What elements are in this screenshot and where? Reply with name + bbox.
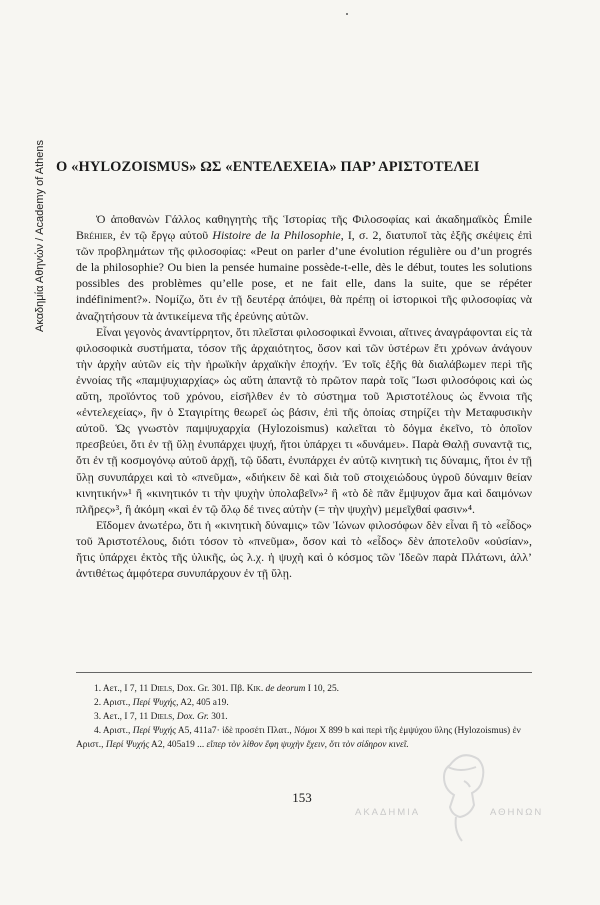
academy-watermark <box>330 745 580 845</box>
fn1-c: , Dox. Gr. 301. Πβ. <box>172 684 247 694</box>
work-title: Histoire de la Philosophie <box>212 228 341 243</box>
fn4-d: Νόμοι <box>294 726 318 736</box>
footnote-2 <box>76 696 532 710</box>
footnote-separator <box>76 672 532 673</box>
watermark-text-right: ΑΘΗΝΩΝ <box>490 807 544 818</box>
fn3-a: 3. Αετ., I 7, 11 <box>94 712 151 722</box>
fn3-d: Dox. Gr. <box>176 712 209 722</box>
fn3-c: , <box>172 712 177 722</box>
page-title: Ο «HYLOZOISMUS» ΩΣ «ΕΝΤΕΛΕΧΕΙΑ» ΠΑΡ’ ΑΡΙΣΤΟΤΕΛΕΙ <box>56 159 480 175</box>
author-name: Bréhier <box>76 228 113 243</box>
fn2-c: , Α2, 405 a19. <box>176 698 229 708</box>
fn4-b: Περί Ψυχής <box>132 726 177 736</box>
fn2-b: Περί Ψυχής <box>132 698 177 708</box>
fn4-h: εἴπερ τὸν λίθον ἔφη ψυχὴν ἔχειν, ὅτι τὸν σίδηρον κινεῖ. <box>206 740 409 750</box>
paragraph-1 <box>76 211 532 324</box>
fn1-e: de deorum <box>263 684 306 694</box>
p1-text-a: Ὁ ἀποθανὼν Γάλλος καθηγητὴς τῆς Ἱστορίας τῆς Φιλοσοφίας καὶ ἀκαδημαϊκὸς Émile <box>96 212 532 226</box>
paragraph-3: Εἴδομεν ἀνωτέρω, ὅτι ἡ «κινητικὴ δύναμις» τῶν Ἰώνων φιλοσόφων δὲν εἶναι ἢ τὸ «εἶδος» τοῦ Ἀριστοτέλους, διότι τόσον τὸ «πνεῦμα», ὅσον καὶ τὸ «εἶδος» δὲν ἀποτελοῦν «οὐσίαν», ἥτις ὑπάρχει ἐκτὸς τῆς ὑλικῆς, ὡς λ.χ. ἡ ψυχὴ καὶ ὁ κόσμος τῶν Ἰδεῶν παρὰ Πλάτωνι, ἀλλ’ ἀντιθέτως ἀμφότερα συνυπάρχουν ἐν τῇ ὕλῃ. <box>76 517 532 581</box>
p1-text-c: , I, σ. 2, διατυποῖ τὰς ἑξῆς σκέψεις ἐπὶ τῶν προβλημάτων τῆς φιλοσοφίας: «Peut on parler d’une évolution régulière ou d’un progrés de la philosophie? Ou bien la pensée humaine possède-t-elle, dès le début, toutes les solutions possibles des problèmes qu’elle pose, et ne fait elle, dans la suite, que se répéter indéfiniment?». Νομίζω, ὅτι ἐν τῇ δευτέρᾳ ἀπόψει, θὰ πρέπῃ οἱ ἱστορικοὶ τῆς φιλοσοφίας νὰ ἀναζητήσουν τὰ ἀντικείμενα τῆς ἐρεύνης αὐτῶν. <box>76 228 532 323</box>
p1-text-b: , ἐν τῷ ἔργῳ αὐτοῦ <box>112 228 213 243</box>
fn3-b: Diels <box>150 712 173 722</box>
side-label <box>20 42 46 332</box>
fn2-a: 2. Αριστ., <box>94 698 133 708</box>
fn4-c: Α5, 411a7· ἰδὲ προσέτι Πλατ., <box>176 726 295 736</box>
side-label-text: Ακαδημία Αθηνών / Academy of Athens <box>34 139 46 332</box>
page-number: 153 <box>292 790 312 805</box>
paragraph-2: Εἶναι γεγονὸς ἀναντίρρητον, ὅτι πλεῖσται φιλοσοφικαὶ ἔννοιαι, αἵτινες ἀναγράφονται εἰς τὰ φιλοσοφικὰ συστήματα, τόσον τῆς ἀρχαιότητος, ὅσον καὶ τῶν ὑστέρων ἔτι χρόνων ἀνάγουν τὴν ἀρχὴν αὐτῶν εἰς τὴν ἡρωϊκὴν ἀρχαϊκὴν ἐποχήν. Ἐν τοῖς ἑξῆς θὰ διαλάβωμεν περὶ τῆς ἐννοίας τῆς «παμψυχιαρχίας» ὡς αὕτη ἀπαντᾷ τὸ πρῶτον παρὰ τοῖς Ἴωσι φιλοσόφοις καὶ ὡς αὕτη, προϊόντος τοῦ χρόνου, εἰσῆλθεν ἐν τὸ σύστημα τοῦ Ἀριστοτέλους ὡς ἔννοια τῆς «ἐντελεχείας», ἣν ὁ Σταγιρίτης θεωρεῖ ὡς βάσιν, ἐπὶ τῆς ὁποίας στηρίζει τὴν Μεταφυσικὴν αὐτοῦ. Ὡς γνωστὸν παμψυχαρχία (Hylozoismus) καλεῖται τὸ δόγμα ἐκεῖνο, τὸ ὁποῖον πρεσβεύει, ὅτι ἐν τῇ ὕλῃ ἐνυπάρχει ψυχή, ἤτοι ὑπάρχει τι «δυνάμει». Παρὰ Θαλῇ συναντᾷ τις, ὅτι ἐν τῇ κοσμογόνῳ αὐτοῦ ἀρχῇ, τῷ ὕδατι, ἐνυπάρχει ἐν αὐτῷ κινητικὴ τις δύναμις, ἤτοι ἐν τῇ ὕλῃ συνυπάρχει καὶ τὸ «πνεῦμα», «διήκειν δὲ καὶ διὰ τοῦ στοιχειώδους ὑγροῦ δύναμιν θείαν κινητικήν»¹ ἢ «κινητικόν τι τὴν ψυχὴν ὑπολαβεῖν»² ἢ «τὸ δὲ πᾶν ἔμψυχον ἅμα καὶ δαιμόνων πλῆρες»³, ἢ ἀκόμη «καὶ ἐν τῷ ὅλῳ δέ τινες αὐτὴν (= τὴν ψυχὴν) μεμεῖχθαί φασιν»⁴. <box>76 324 532 516</box>
watermark-text-left: ΑΚΑΔΗΜΙΑ <box>355 807 421 818</box>
fn3-e: 301. <box>208 712 228 722</box>
fn1-a: 1. Αετ., I 7, 11 <box>94 684 151 694</box>
footnotes <box>76 682 532 752</box>
fn4-f: Περί Ψυχής <box>105 740 150 750</box>
article-body <box>76 211 532 581</box>
fn1-f: I 10, 25. <box>305 684 339 694</box>
fn4-g: Α2, 405a19 ... <box>149 740 207 750</box>
footnote-3 <box>76 710 532 724</box>
footnote-1 <box>76 682 532 696</box>
speck <box>346 13 348 15</box>
fn1-b: Diels <box>150 684 173 694</box>
athena-head-icon <box>430 745 494 845</box>
fn1-d: Κικ. <box>246 684 264 694</box>
fn4-a: 4. Αριστ., <box>94 726 133 736</box>
fn4-e: X 899 b καὶ περὶ τῆς ἐμψύχου ὕλης (Hylozoismus) ἐν Αριστ., <box>76 726 521 750</box>
